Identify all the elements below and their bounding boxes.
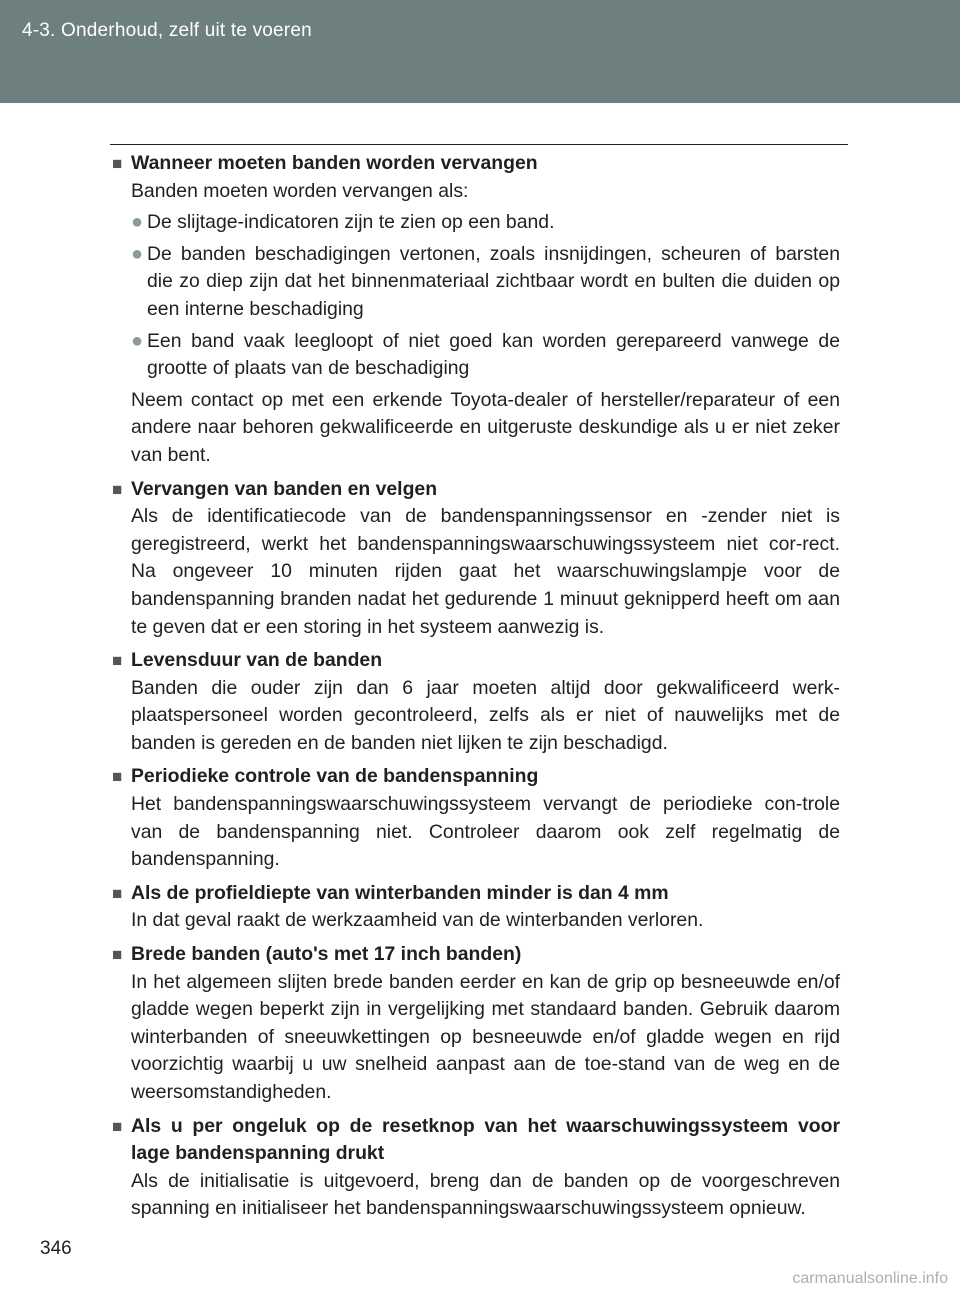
section-title: ■ Levensduur van de banden	[112, 647, 840, 675]
section-rule	[110, 144, 848, 145]
section-title: ■ Wanneer moeten banden worden vervangen	[112, 150, 840, 178]
square-bullet-icon: ■	[112, 479, 123, 499]
section-reset-button	[112, 1113, 840, 1223]
section-tire-replacement	[112, 150, 840, 470]
section-winter-tread	[112, 880, 840, 935]
square-bullet-icon: ■	[112, 651, 123, 671]
section-wide-tires	[112, 941, 840, 1107]
square-bullet-icon: ■	[112, 767, 123, 787]
section-body: Als de initialisatie is uitgevoerd, breng dan de banden op de voorgeschreven spanning en initialiseer het bandenspanningswaarschuwingssysteem opnieuw.	[131, 1169, 840, 1220]
list-item: ● De banden beschadigingen vertonen, zoals insnijdingen, scheuren of barsten die zo diep zijn dat het binnenmateriaal zichtbaar wordt en bulten die duiden op een interne beschadiging	[131, 241, 840, 324]
section-tire-lifespan	[112, 647, 840, 757]
list-item: ● Een band vaak leegloopt of niet goed kan worden gerepareerd vanwege de grootte of plaats van de beschadiging	[131, 328, 840, 383]
square-bullet-icon: ■	[112, 945, 123, 965]
section-title: ■ Vervangen van banden en velgen	[112, 476, 840, 504]
section-body: In dat geval raakt de werkzaamheid van de winterbanden verloren.	[131, 909, 704, 932]
circle-bullet-icon: ●	[131, 329, 144, 352]
square-bullet-icon: ■	[112, 883, 123, 903]
page-content	[112, 150, 840, 1229]
section-periodic-check	[112, 763, 840, 873]
list-item: ● De slijtage-indicatoren zijn te zien op een band.	[131, 209, 840, 237]
section-body: Het bandenspanningswaarschuwingssysteem vervangt de periodieke con-trole van de bandenspanning niet. Controleer daarom ook zelf regelmatig de bandenspanning.	[131, 793, 840, 871]
section-title: ■ Brede banden (auto's met 17 inch banden)	[112, 941, 840, 969]
circle-bullet-icon: ●	[131, 242, 144, 265]
section-body: In het algemeen slijten brede banden eerder en kan de grip op besneeuwde en/of gladde wegen beperkt zijn in vergelijking met standaard banden. Gebruik daarom winterbanden of sneeuwkettingen op besneeuwde en/of gladde wegen en rijd voorzichtig waarbij u uw snelheid aanpast aan de toe-stand van de weg en de weersomstandigheden.	[131, 970, 840, 1103]
section-intro: Banden moeten worden vervangen als:	[131, 179, 469, 202]
square-bullet-icon: ■	[112, 154, 123, 173]
section-title: ■ Als u per ongeluk op de resetknop van het waarschuwingssysteem voor lage bandenspanning drukt	[112, 1113, 840, 1168]
square-bullet-icon: ■	[112, 1116, 123, 1136]
circle-bullet-icon: ●	[131, 211, 144, 234]
section-outro: Neem contact op met een erkende Toyota-dealer of hersteller/reparateur of een andere naar behoren gekwalificeerde en uitgeruste deskundige als u er niet zeker van bent.	[131, 388, 840, 466]
section-body: Als de identificatiecode van de bandenspanningssensor en -zender niet is geregistreerd, werkt het bandenspanningswaarschuwingssysteem niet cor-rect. Na ongeveer 10 minuten rijden gaat het waarschuwingslampje voor de bandenspanning branden nadat het gedurende 1 minuut geknipperd heeft om aan te geven dat er een storing in het systeem aanwezig is.	[131, 505, 840, 638]
page-header	[0, 0, 960, 103]
watermark: carmanualsonline.info	[792, 1270, 948, 1287]
section-body: Banden die ouder zijn dan 6 jaar moeten altijd door gekwalificeerd werk-plaatspersoneel worden gecontroleerd, zelfs als er niet of nauwelijks met de banden is gereden en de banden niet lijken te zijn beschadigd.	[131, 676, 840, 754]
section-title: ■ Periodieke controle van de bandenspanning	[112, 763, 840, 791]
header-title: 4-3. Onderhoud, zelf uit te voeren	[22, 20, 312, 41]
bullet-list	[112, 209, 840, 383]
section-title: ■ Als de profieldiepte van winterbanden minder is dan 4 mm	[112, 880, 840, 908]
page-number: 346	[40, 1238, 72, 1259]
section-replacing-tires-wheels	[112, 476, 840, 642]
